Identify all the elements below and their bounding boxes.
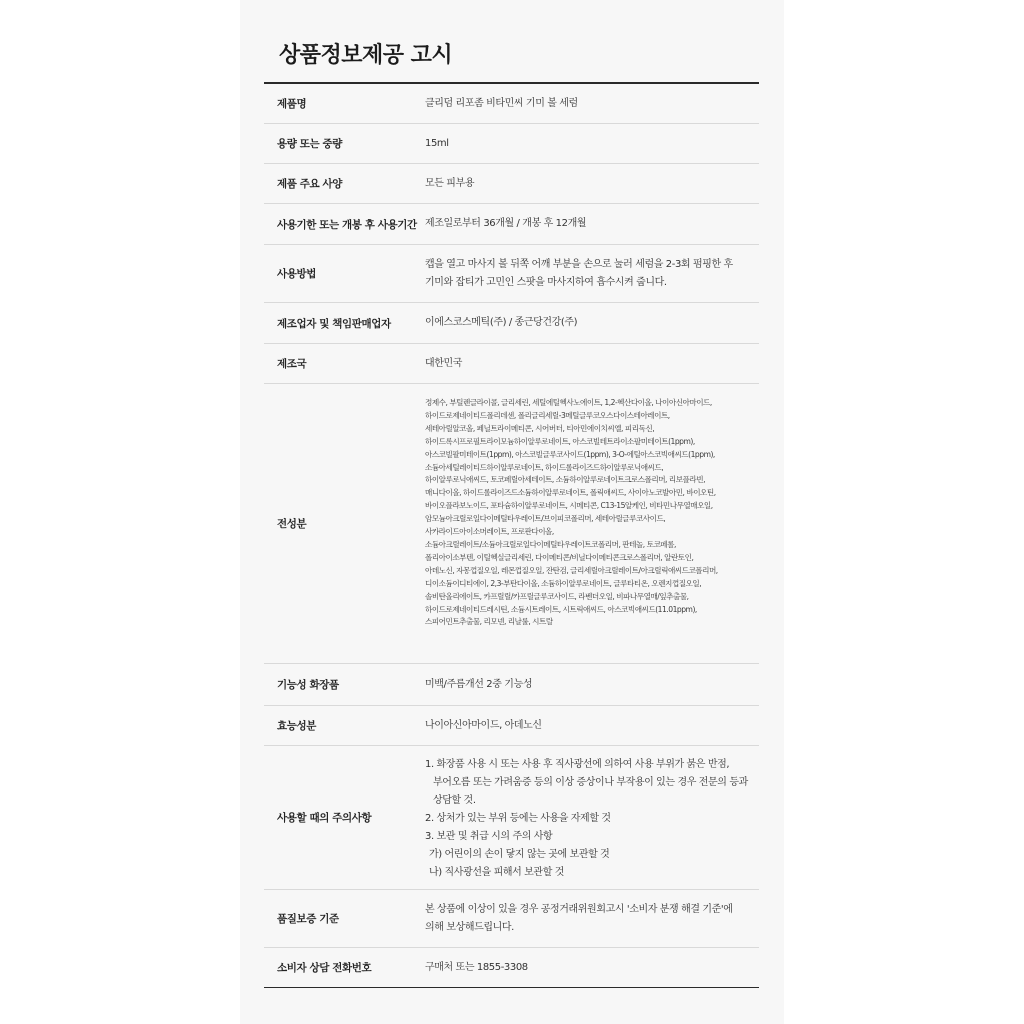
row-value-text: 이에스코스메틱(주) / 종근당건강(주)	[425, 317, 578, 328]
row-value	[425, 344, 755, 383]
ingredient-line: 폴리아이소부텐, 이틸헥실글리세린, 다이메티콘/비닐다이메티콘크로스폴리머, 알란토인,	[425, 552, 694, 562]
info-row-expiry	[264, 204, 759, 245]
precaution-line: 상담할 것.	[433, 795, 476, 806]
info-row-usage	[264, 245, 759, 303]
row-label: 용량 또는 중량	[277, 138, 342, 150]
ingredient-line: 스피어민트추출물, 리모넨, 리날룰, 시트랄	[425, 617, 553, 627]
row-label: 사용기한 또는 개봉 후 사용기간	[277, 218, 417, 231]
ingredient-line: 솔비탄올리에이트, 카프릴릴/카프릴글루코사이드, 라벤더오일, 비파나무열매/잎추출물,	[425, 591, 689, 601]
ingredient-line: 하이드로제네이티드레시틴, 소듐시트레이트, 시트릭애씨드, 아스코빅애씨드(11.01ppm),	[425, 604, 697, 614]
row-label: 사용할 때의 주의사항	[277, 812, 372, 824]
info-row-manufacturer	[264, 303, 759, 344]
row-value-text: 본 상품에 이상이 있을 경우 공정거래위원회고시 '소비자 분쟁 해결 기준'에 의해 보상해드립니다.	[425, 903, 733, 933]
row-label: 사용방법	[277, 268, 316, 280]
row-value-text: 미백/주름개선 2중 기능성	[425, 678, 533, 690]
ingredient-line: 매니다이올, 하이드롤라이즈드소듐하이알루로네이트, 폴릭애씨드, 사이아노코발아민, 바이오틴,	[425, 488, 716, 498]
row-value	[425, 397, 755, 663]
info-row-quality-guarantee	[264, 890, 759, 948]
row-value	[425, 756, 755, 889]
row-label: 제조업자 및 책임판매업자	[277, 317, 391, 330]
row-value	[425, 706, 755, 745]
ingredient-line: 하이드로제네이티드폴리데센, 폴리글리세릴-3메틸글루코오스다이스테아레이트,	[425, 410, 670, 420]
row-value	[425, 245, 755, 302]
row-label: 소비자 상담 전화번호	[277, 962, 372, 974]
info-row-functional-cosmetic	[264, 664, 759, 706]
row-label: 전성분	[277, 518, 307, 530]
row-label: 제품 주요 사양	[277, 178, 342, 190]
row-value	[425, 664, 755, 705]
ingredient-line: 세테아릴알코올, 페닐트라이메티콘, 시어버터, 티아민에이치씨엘, 피리독신,	[425, 423, 655, 433]
info-row-customer-phone	[264, 948, 759, 987]
precaution-line: 2. 상처가 있는 부위 등에는 사용을 자제할 것	[425, 813, 611, 824]
row-label: 효능성분	[277, 720, 316, 732]
info-row-main-spec	[264, 164, 759, 204]
row-label: 제조국	[277, 358, 307, 370]
precaution-line: 부어오름 또는 가려움증 등의 이상 증상이나 부작용이 있는 경우 전문의 등과	[433, 777, 748, 788]
row-value-text: 나이아신아마이드, 아데노신	[425, 719, 542, 731]
row-value	[425, 204, 755, 244]
ingredient-line: 하이알루로닉애씨드, 토코페릴아세테이트, 소듐하이알루로네이트크로스폴리머, 리보플라빈,	[425, 475, 705, 485]
row-value-text: 클리덤 리포좀 비타민씨 기미 볼 세럼	[425, 97, 578, 109]
row-value	[425, 890, 755, 947]
ingredient-line: 소듐아세틸레이티드하이알루로네이트, 하이드롤라이즈드하이알루로닉애씨드,	[425, 462, 664, 472]
row-value-text: 15ml	[425, 137, 449, 149]
row-value-text: 구매처 또는 1855-3308	[425, 961, 528, 973]
info-row-precautions	[264, 746, 759, 890]
info-row-active-ingredients	[264, 706, 759, 746]
ingredient-line: 아데노신, 자몽껍질오일, 레몬껍질오일, 잔탄검, 글리세릴아크릴레이트/아크릴릭애씨드코폴리머,	[425, 565, 718, 575]
ingredient-line: 하이드록시프로필트라이모늄하이알루로네이트, 아스코빌테트라이소팔미테이트(1ppm),	[425, 436, 695, 446]
row-value-text: 대한민국	[425, 357, 463, 369]
row-value	[425, 948, 755, 987]
ingredient-line: 아스코빌팔미테이트(1ppm), 아스코빌글루코사이드(1ppm), 3-O-에틸아스코빅애씨드(1ppm),	[425, 449, 715, 459]
row-label: 기능성 화장품	[277, 679, 339, 691]
info-row-country	[264, 344, 759, 384]
row-value-text: 모든 피부용	[425, 177, 475, 189]
row-value-text: 제조일로부터 36개월 / 개봉 후 12개월	[425, 218, 587, 229]
ingredient-line: 암모늄아크릴로일다이메틸타우레이트/브이피코폴리머, 세테아릴글루코사이드,	[425, 514, 666, 524]
precaution-line: 가) 어린이의 손이 닿지 않는 곳에 보관할 것	[429, 849, 610, 860]
ingredient-line: 바이오플라보노이드, 포타슘하이알루로네이트, 시메티콘, C13-15알케인, 비타민나무열매오일,	[425, 501, 713, 511]
row-value-text: 캡을 열고 마사지 볼 뒤쪽 어깨 부분을 손으로 눌러 세럼을 2-3회 펌핑한 후 기미와 잡티가 고민인 스팟을 마사지하여 흡수시켜 줍니다.	[425, 258, 733, 288]
info-row-product-name	[264, 84, 759, 124]
row-label: 제품명	[277, 98, 307, 110]
right-margin	[784, 0, 1024, 1024]
precaution-line: 3. 보관 및 취급 시의 주의 사항	[425, 831, 553, 842]
ingredient-line: 소듐아크릴레이트/소듐아크릴로일다이메틸타우레이트코폴리머, 판테놀, 토코페롤,	[425, 539, 676, 549]
ingredient-list	[425, 397, 718, 629]
ingredient-line: 디이소듐이디티에이, 2,3-부탄다이올, 소듐하이알루로네이트, 글루타티온, 오렌지껍질오일,	[425, 578, 702, 588]
info-row-volume	[264, 124, 759, 164]
row-value	[425, 84, 755, 123]
row-value	[425, 303, 755, 343]
precaution-list	[425, 756, 748, 882]
left-margin	[0, 0, 240, 1024]
ingredient-line: 사카라이드아이소머레이트, 프로판다이올,	[425, 527, 554, 537]
row-value	[425, 164, 755, 203]
row-value	[425, 124, 755, 163]
precaution-line: 1. 화장품 사용 시 또는 사용 후 직사광선에 의하여 사용 부위가 붉은 반점,	[425, 759, 730, 770]
precaution-line: 나) 직사광선을 피해서 보관할 것	[429, 867, 564, 878]
table-bottom-rule	[264, 987, 759, 988]
info-row-ingredients	[264, 384, 759, 664]
ingredient-line: 정제수, 부틸렌글라이콜, 글리세린, 세틸에틸헥사노에이트, 1,2-헥산다이올, 나이아신아마이드,	[425, 398, 712, 407]
row-label: 품질보증 기준	[277, 913, 339, 925]
page-title: 상품정보제공 고시	[279, 43, 453, 68]
